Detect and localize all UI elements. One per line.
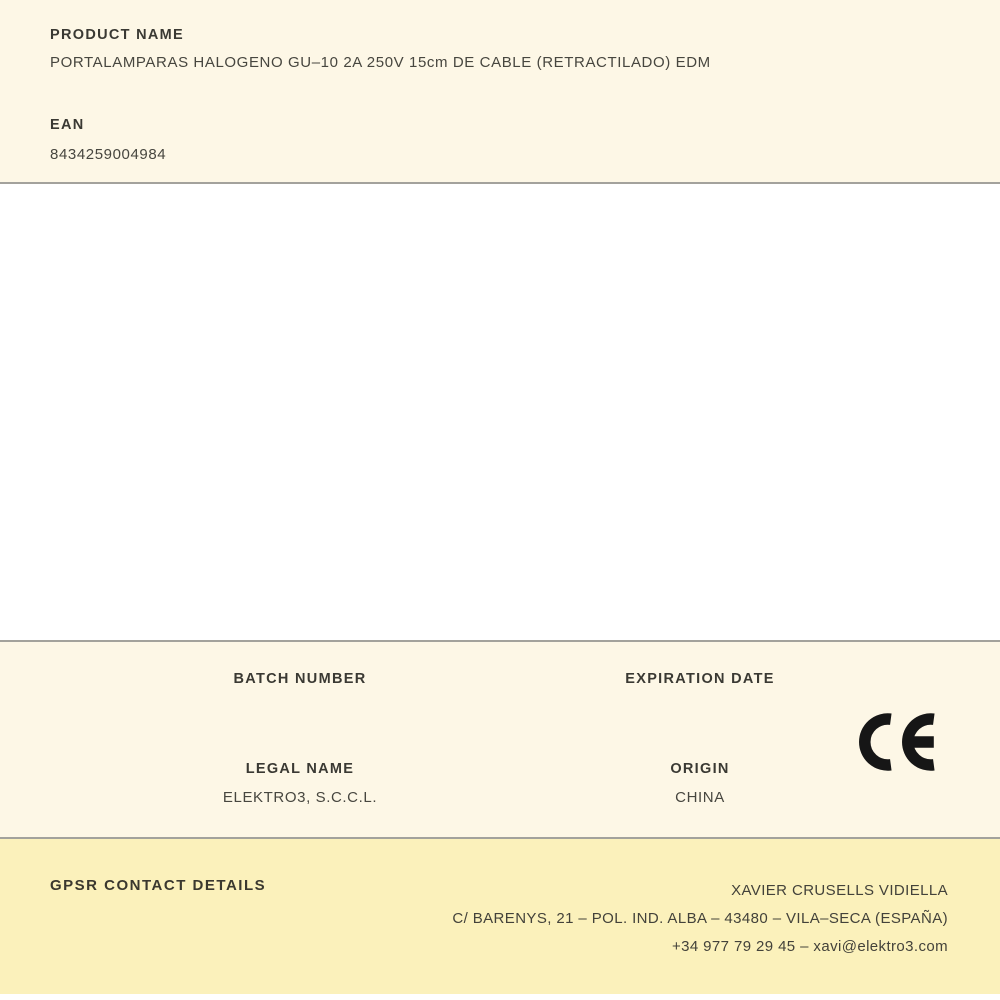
- gpsr-contact-block: [452, 877, 948, 961]
- batch-number-label: BATCH NUMBER: [233, 671, 367, 687]
- details-section: [0, 642, 1000, 839]
- product-name-value: PORTALAMPARAS HALOGENO GU–10 2A 250V 15cm DE CABLE (RETRACTILADO) EDM: [50, 54, 711, 71]
- product-name-label: PRODUCT NAME: [50, 27, 185, 43]
- legal-name-value: ELEKTRO3, S.C.C.L.: [222, 789, 378, 806]
- gpsr-contact-details-label: GPSR CONTACT DETAILS: [50, 877, 267, 894]
- ean-value: 8434259004984: [50, 146, 167, 163]
- expiration-date-label: EXPIRATION DATE: [625, 671, 775, 687]
- product-info-section: [0, 0, 1000, 184]
- origin-value: CHINA: [675, 789, 725, 806]
- gpsr-contact-section: [0, 839, 1000, 994]
- origin-label: ORIGIN: [670, 761, 730, 777]
- blank-image-area: [0, 184, 1000, 642]
- ce-marking-icon: [857, 710, 941, 774]
- contact-address: C/ BARENYS, 21 – POL. IND. ALBA – 43480 – VILA–SECA (ESPAÑA): [452, 910, 948, 927]
- contact-person-name: XAVIER CRUSELLS VIDIELLA: [731, 882, 948, 899]
- contact-phone-email: +34 977 79 29 45 – xavi@elektro3.com: [671, 938, 948, 955]
- legal-name-label: LEGAL NAME: [245, 761, 355, 777]
- ean-label: EAN: [50, 117, 85, 133]
